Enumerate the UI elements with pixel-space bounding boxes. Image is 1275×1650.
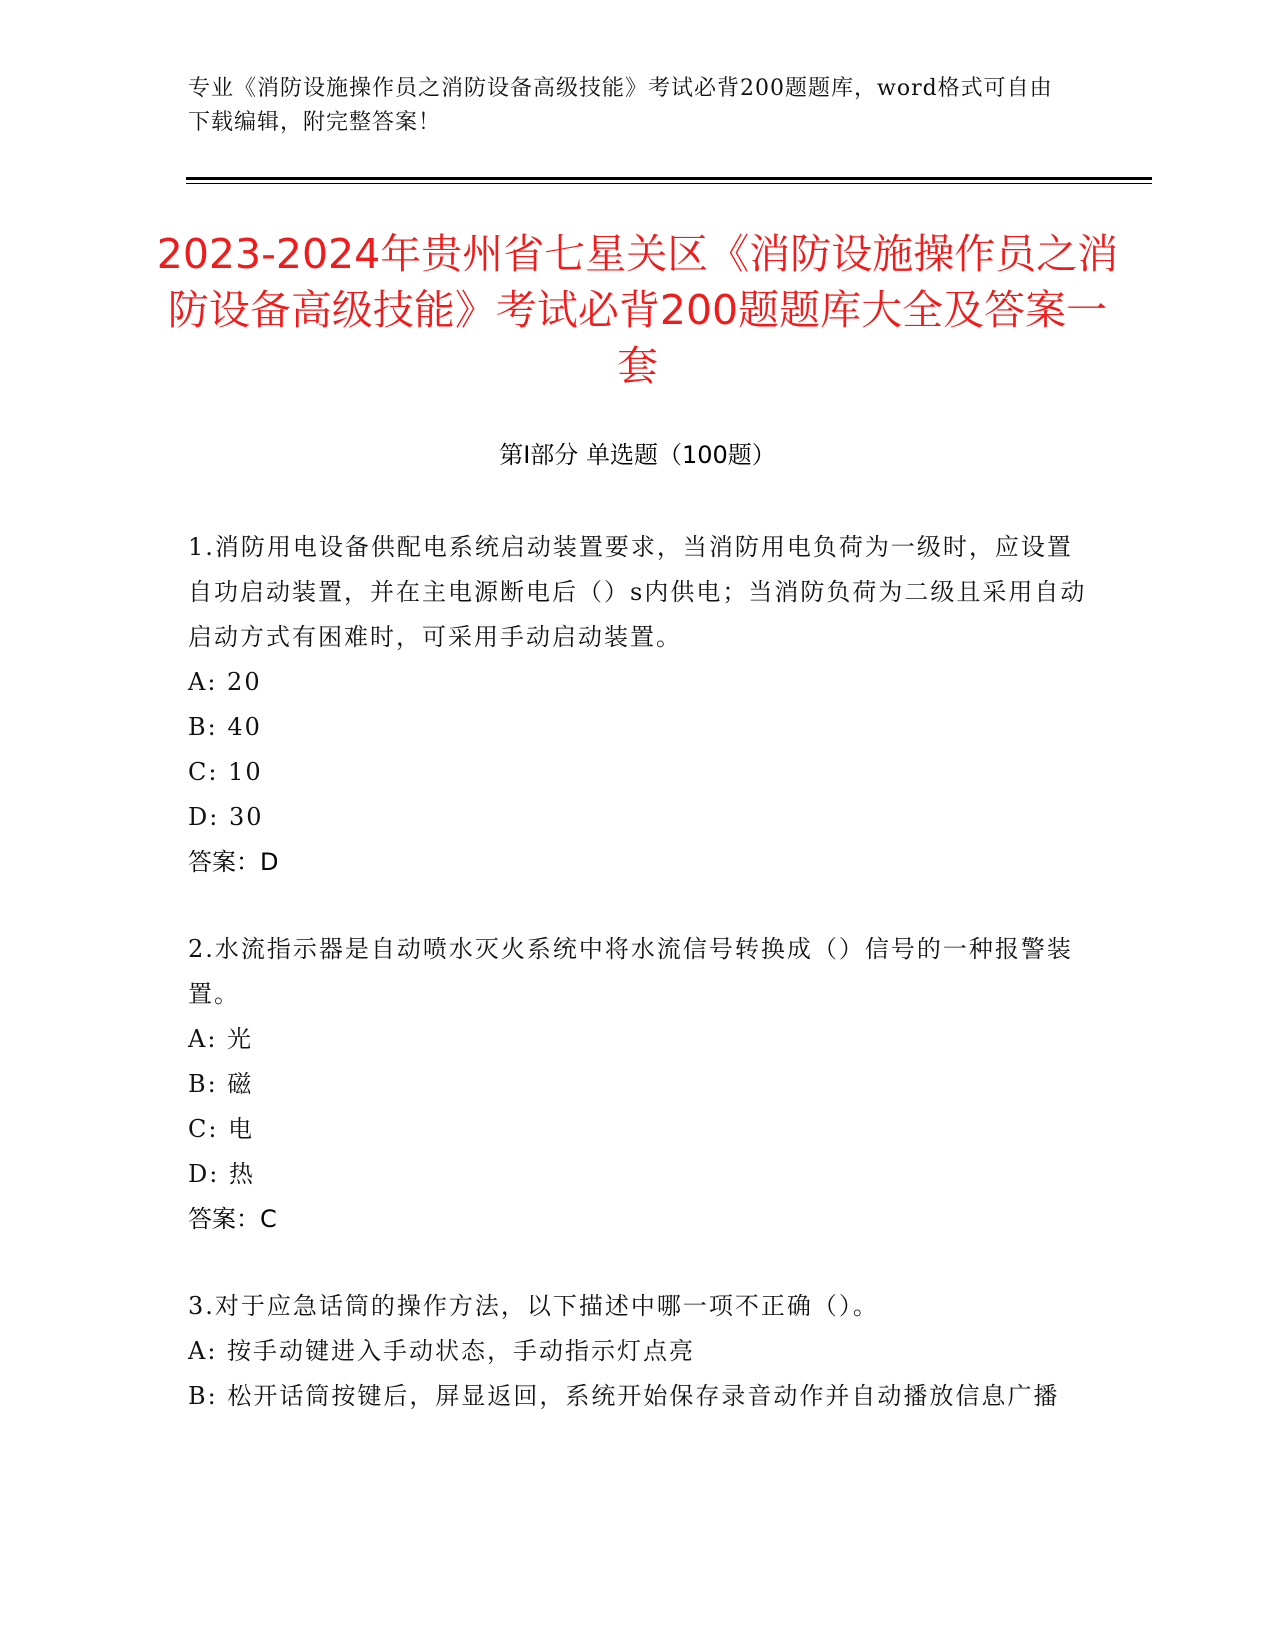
option-c: C: 电 — [188, 1115, 255, 1143]
question-list — [188, 525, 1088, 1461]
option-c: C: 10 — [188, 758, 263, 786]
option-b: B: 40 — [188, 713, 262, 741]
option-b: B: 磁 — [188, 1070, 254, 1098]
question-1 — [188, 525, 1088, 885]
document-title: 2023-2024年贵州省七星关区《消防设施操作员之消防设备高级技能》考试必背200题题库大全及答案一套 — [156, 230, 1119, 390]
question-3 — [188, 1284, 1088, 1419]
option-b: B: 松开话筒按键后，屏显返回，系统开始保存录音动作并自动播放信息广播 — [188, 1382, 1060, 1410]
answer: 答案：C — [188, 1205, 277, 1233]
question-text: 2.水流指示器是自动喷水灭火系统中将水流信号转换成（）信号的一种报警装置。 — [188, 935, 1073, 1008]
section-heading: 第I部分 单选题（100题） — [499, 441, 776, 469]
header-rule-thick — [186, 177, 1152, 180]
option-a: A: 20 — [188, 668, 262, 696]
header-rule-thin — [186, 183, 1152, 184]
option-d: D: 热 — [188, 1160, 255, 1188]
question-text: 1.消防用电设备供配电系统启动装置要求，当消防用电负荷为一级时，应设置自功启动装置，并在主电源断电后（）s内供电；当消防负荷为二级且采用自动启动方式有困难时，可采用手动启动装置。 — [188, 533, 1087, 651]
answer: 答案：D — [188, 848, 279, 876]
header-note: 专业《消防设施操作员之消防设备高级技能》考试必背200题题库，word格式可自由下载编辑，附完整答案！ — [188, 76, 1053, 135]
option-a: A: 按手动键进入手动状态，手动指示灯点亮 — [188, 1337, 696, 1365]
option-d: D: 30 — [188, 803, 264, 831]
option-a: A: 光 — [188, 1025, 254, 1053]
question-2 — [188, 927, 1088, 1242]
question-text: 3.对于应急话筒的操作方法，以下描述中哪一项不正确（）。 — [188, 1292, 879, 1320]
